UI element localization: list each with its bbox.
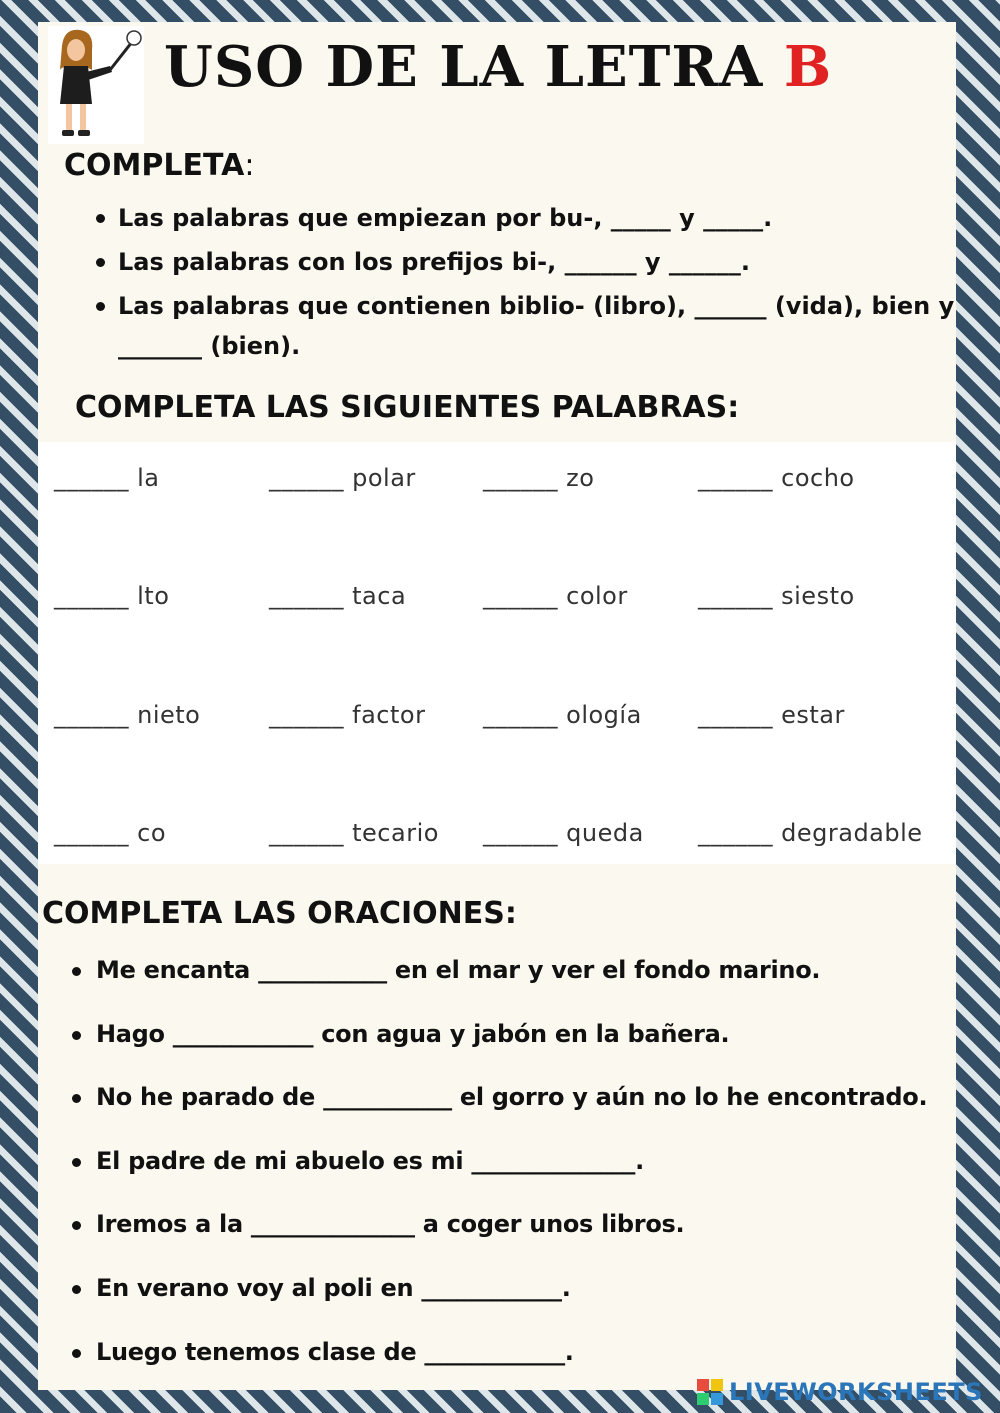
teacher-avatar <box>48 26 144 144</box>
word-item: ______ degradable <box>698 819 923 847</box>
sentence-item <box>72 1141 927 1205</box>
sentence-text: No he parado de ___________ el gorro y aún no lo he encontrado. <box>96 1083 928 1112</box>
word-item: ______ zo <box>483 464 595 492</box>
page-title <box>164 34 832 100</box>
rule-item-continuation: _______ (bien). <box>118 332 301 360</box>
sentence-text: El padre de mi abuelo es mi ______________. <box>96 1146 644 1175</box>
sentence-item <box>72 1014 927 1078</box>
worksheet <box>38 22 956 1390</box>
word-item: ______ nieto <box>54 701 201 729</box>
sentence-text: Hago ____________ con agua y jabón en la bañera. <box>96 1019 730 1048</box>
logo-square <box>697 1379 709 1391</box>
word-item: ______ cocho <box>698 464 855 492</box>
title-letter-b: B <box>783 34 833 100</box>
sentence-item <box>72 1268 927 1332</box>
sentence-text: En verano voy al poli en ____________. <box>96 1273 571 1302</box>
word-item: ______ ología <box>483 701 642 729</box>
word-item: ______ color <box>483 582 628 610</box>
rules-list <box>96 198 954 374</box>
logo-text: LIVEWORKSHEETS <box>729 1378 983 1406</box>
word-item: ______ tecario <box>269 819 439 847</box>
logo-icon <box>697 1379 723 1405</box>
word-item: ______ taca <box>269 582 407 610</box>
rule-item <box>96 242 954 286</box>
word-item: ______ la <box>54 464 160 492</box>
sentence-text: Iremos a la ______________ a coger unos libros. <box>96 1210 685 1239</box>
word-item: ______ queda <box>483 819 644 847</box>
section1-heading <box>64 148 254 183</box>
rule-item <box>96 286 954 374</box>
rule-item-text: Las palabras con los prefijos bi-, ______ y ______. <box>118 248 751 276</box>
logo-square <box>697 1393 709 1405</box>
rule-item <box>96 198 954 242</box>
logo-square <box>711 1393 723 1405</box>
section1-heading-colon: : <box>244 148 255 183</box>
word-item: ______ co <box>54 819 167 847</box>
title-text: USO DE LA LETRA <box>164 34 784 100</box>
word-item: ______ polar <box>269 464 416 492</box>
section3-heading: COMPLETA LAS ORACIONES: <box>42 896 517 931</box>
word-item: ______ estar <box>698 701 845 729</box>
sentence-text: Luego tenemos clase de ____________. <box>96 1337 574 1366</box>
logo-square <box>711 1379 723 1391</box>
rule-item-text: Las palabras que empiezan por bu-, _____ y _____. <box>118 204 773 232</box>
sentence-item <box>72 950 927 1014</box>
liveworksheets-logo[interactable] <box>697 1375 983 1409</box>
sentences-list <box>72 950 927 1395</box>
word-grid-background <box>38 442 956 864</box>
word-item: ______ lto <box>54 582 170 610</box>
section1-heading-text: COMPLETA <box>64 148 245 183</box>
section2-heading: COMPLETA LAS SIGUIENTES PALABRAS: <box>75 390 740 425</box>
rule-item-text: Las palabras que contienen biblio- (libro), ______ (vida), bien y <box>118 292 955 320</box>
word-item: ______ factor <box>269 701 426 729</box>
sentence-item <box>72 1204 927 1268</box>
sentence-text: Me encanta ___________ en el mar y ver el fondo marino. <box>96 956 821 984</box>
sentence-item <box>72 1077 927 1141</box>
word-item: ______ siesto <box>698 582 855 610</box>
